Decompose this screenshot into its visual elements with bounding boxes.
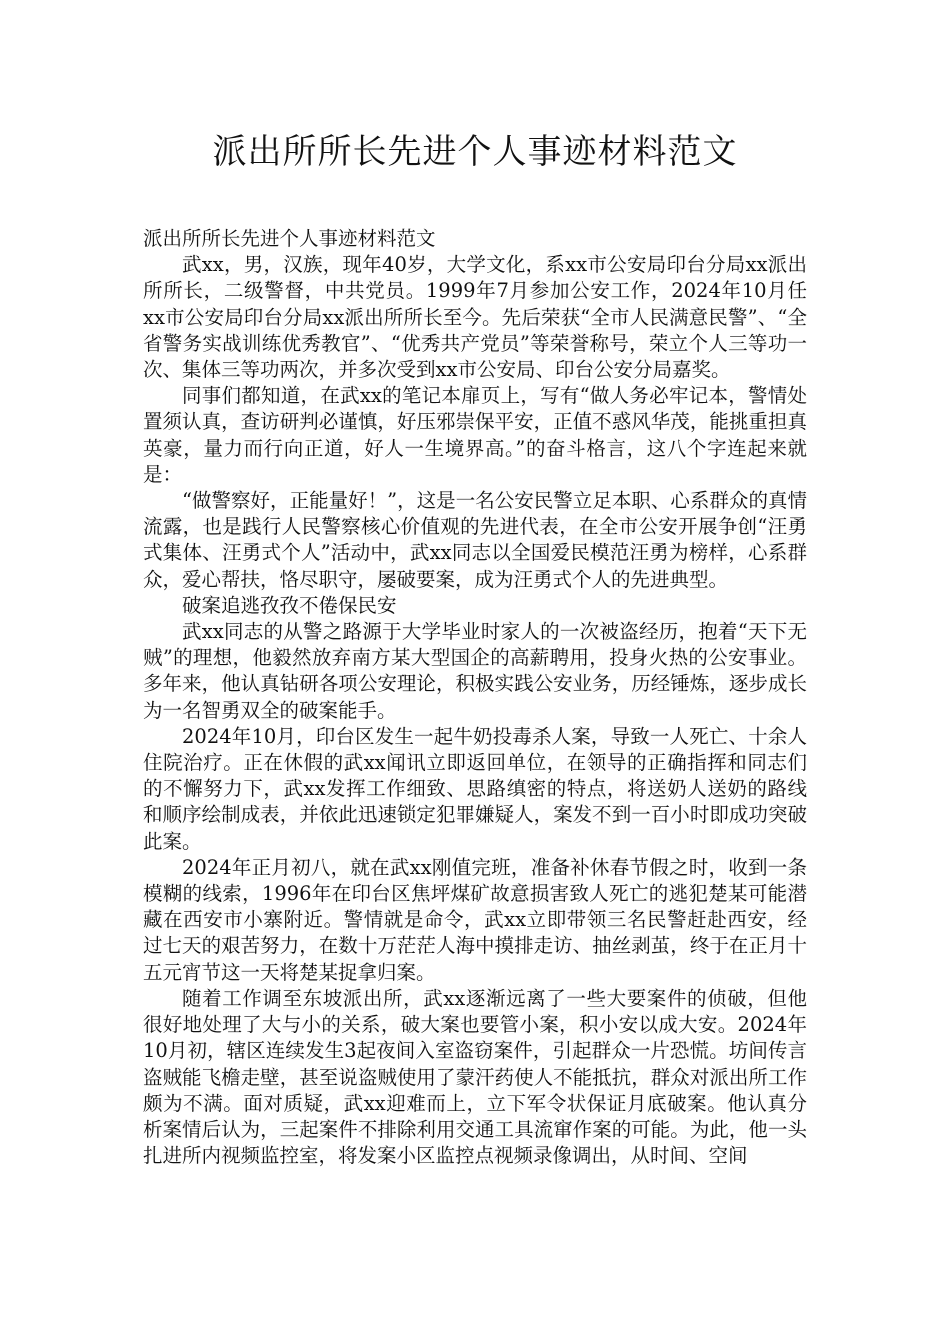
document-subtitle: 派出所所长先进个人事迹材料范文: [143, 227, 436, 250]
paragraph-case-burglary: 随着工作调至东坡派出所，武xx逐渐远离了一些大要案件的侦破，但他很好地处理了大与小的关系，破大案也要管小案，积小安以成大安。2024年10月初，辖区连续发生3起夜间入室盗窃案件，引起群众一片恐慌。坊间传言盗贼能飞檐走壁，甚至说盗贼使用了蒙汗药使人不能抵抗，群众对派出所工作颇为不满。面对质疑，武xx迎难而上，立下军令状保证月底破案。他认真分析案情后认为，三起案件不排除利用交通工具流窜作案的可能。为此，他一头扎进所内视频监控室，将发案小区监控点视频录像调出，从时间、空间: [143, 986, 807, 1168]
paragraph-career: 武xx同志的从警之路源于大学毕业时家人的一次被盗经历，抱着“天下无贼”的理想，他毅然放弃南方某大型国企的高薪聘用，投身火热的公安事业。多年来，他认真钻研各项公安理论，积极实践公安业务，历经锤炼，逐步成长为一名智勇双全的破案能手。: [143, 620, 807, 722]
paragraph-case-poisoning: 2024年10月，印台区发生一起牛奶投毒杀人案，导致一人死亡、十余人住院治疗。正在休假的武xx闻讯立即返回单位，在领导的正确指挥和同志们的不懈努力下，武xx发挥工作细致、思路缜密的特点，将送奶人送奶的路线和顺序绘制成表，并依此迅速锁定犯罪嫌疑人，案发不到一百小时即成功突破此案。: [143, 724, 807, 853]
section-heading: 破案追逃孜孜不倦保民安: [182, 593, 397, 617]
paragraph-slogan: “做警察好，正能量好！”，这是一名公安民警立足本职、心系群众的真情流露，也是践行人民警察核心价值观的先进代表，在全市公安开展争创“汪勇式集体、汪勇式个人”活动中，武xx同志以全国爱民模范汪勇为榜样，心系群众，爱心帮扶，恪尽职守，屡破要案，成为汪勇式个人的先进典型。: [143, 489, 807, 591]
paragraph-motto: 同事们都知道，在武xx的笔记本扉页上，写有“做人务必牢记本，警情处置须认真，查访研判必谨慎，好压邪崇保平安，正值不惑风华茂，能挑重担真英豪，量力而行向正道，好人一生境界高。”的奋斗格言，这八个字连起来就是：: [143, 384, 807, 486]
document-title: 派出所所长先进个人事迹材料范文: [212, 132, 738, 172]
paragraph-case-fugitive: 2024年正月初八，就在武xx刚值完班，准备补休春节假之时，收到一条模糊的线索，1996年在印台区焦坪煤矿故意损害致人死亡的逃犯楚某可能潜藏在西安市小寨附近。警情就是命令，武xx立即带领三名民警赶赴西安，经过七天的艰苦努力，在数十万茫茫人海中摸排走访、抽丝剥茧，终于在正月十五元宵节这一天将楚某捉拿归案。: [143, 855, 807, 984]
paragraph-profile: 武xx，男，汉族，现年40岁，大学文化，系xx市公安局印台分局xx派出所所长，二级警督，中共党员。1999年7月参加公安工作，2024年10月任xx市公安局印台分局xx派出所所长至今。先后荣获“全市人民满意民警”、“全省警务实战训练优秀教官”、“优秀共产党员”等荣誉称号，荣立个人三等功一次、集体三等功两次，并多次受到xx市公安局、印台公安分局嘉奖。: [143, 253, 807, 382]
document-body: [143, 226, 807, 1169]
